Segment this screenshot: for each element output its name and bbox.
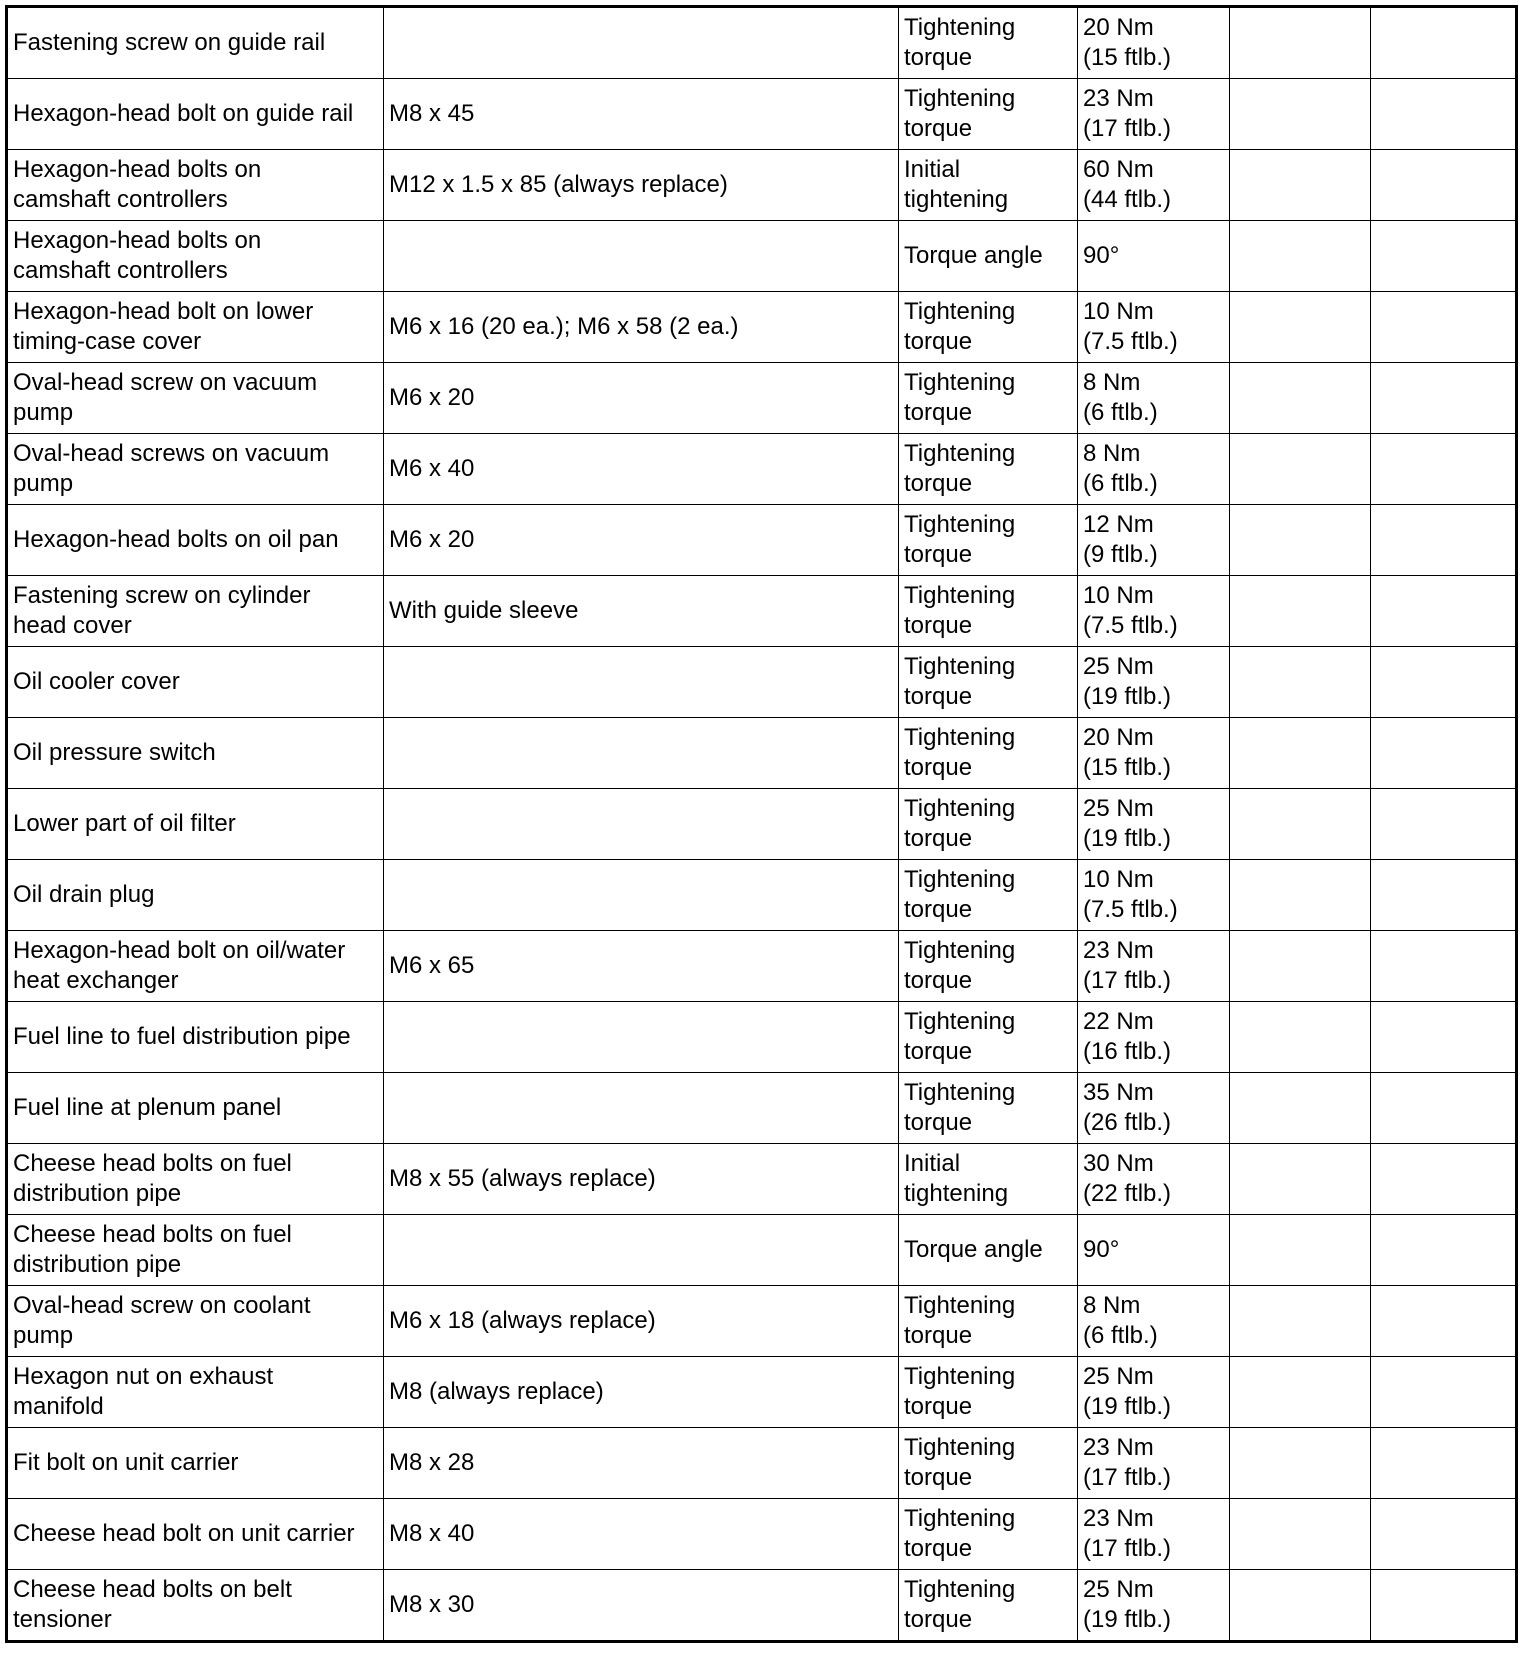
fastener-spec-cell (384, 221, 899, 292)
table-row (7, 150, 1517, 221)
blank-cell (1371, 1144, 1517, 1215)
blank-cell (1371, 718, 1517, 789)
blank-cell (1230, 150, 1371, 221)
blank-cell (1371, 789, 1517, 860)
blank-cell (1371, 931, 1517, 1002)
table-row (7, 363, 1517, 434)
blank-cell (1371, 860, 1517, 931)
fastener-spec-cell (384, 7, 899, 79)
blank-cell (1230, 1428, 1371, 1499)
torque-value-cell: 30 Nm (22 ftlb.) (1078, 1144, 1230, 1215)
component-cell: Oil pressure switch (7, 718, 384, 789)
component-cell: Lower part of oil filter (7, 789, 384, 860)
component-cell: Hexagon nut on exhaust manifold (7, 1357, 384, 1428)
table-row (7, 1357, 1517, 1428)
tightening-type-cell: Tightening torque (899, 1357, 1078, 1428)
table-row (7, 860, 1517, 931)
fastener-spec-cell (384, 647, 899, 718)
blank-cell (1230, 1499, 1371, 1570)
torque-value-cell: 22 Nm (16 ftlb.) (1078, 1002, 1230, 1073)
blank-cell (1371, 434, 1517, 505)
torque-value-cell: 25 Nm (19 ftlb.) (1078, 647, 1230, 718)
torque-value-cell: 10 Nm (7.5 ftlb.) (1078, 292, 1230, 363)
blank-cell (1230, 576, 1371, 647)
fastener-spec-cell (384, 1073, 899, 1144)
tightening-type-cell: Tightening torque (899, 1570, 1078, 1642)
blank-cell (1230, 505, 1371, 576)
blank-cell (1230, 79, 1371, 150)
blank-cell (1230, 292, 1371, 363)
blank-cell (1371, 1570, 1517, 1642)
tightening-type-cell: Initial tightening (899, 1144, 1078, 1215)
torque-value-cell: 8 Nm (6 ftlb.) (1078, 1286, 1230, 1357)
torque-value-cell: 90° (1078, 221, 1230, 292)
component-cell: Hexagon-head bolts on camshaft controllers (7, 221, 384, 292)
blank-cell (1371, 1428, 1517, 1499)
blank-cell (1230, 1144, 1371, 1215)
table-row (7, 79, 1517, 150)
tightening-type-cell: Tightening torque (899, 789, 1078, 860)
component-cell: Oval-head screws on vacuum pump (7, 434, 384, 505)
tightening-type-cell: Tightening torque (899, 576, 1078, 647)
torque-value-cell: 23 Nm (17 ftlb.) (1078, 1499, 1230, 1570)
blank-cell (1371, 1002, 1517, 1073)
blank-cell (1230, 363, 1371, 434)
blank-cell (1230, 647, 1371, 718)
tightening-type-cell: Tightening torque (899, 363, 1078, 434)
blank-cell (1230, 7, 1371, 79)
tightening-type-cell: Tightening torque (899, 434, 1078, 505)
tightening-type-cell: Tightening torque (899, 1073, 1078, 1144)
torque-value-cell: 25 Nm (19 ftlb.) (1078, 1357, 1230, 1428)
blank-cell (1371, 1286, 1517, 1357)
component-cell: Hexagon-head bolts on camshaft controllers (7, 150, 384, 221)
blank-cell (1230, 434, 1371, 505)
tightening-type-cell: Tightening torque (899, 292, 1078, 363)
blank-cell (1371, 647, 1517, 718)
fastener-spec-cell: M8 x 40 (384, 1499, 899, 1570)
component-cell: Oval-head screw on coolant pump (7, 1286, 384, 1357)
component-cell: Fuel line to fuel distribution pipe (7, 1002, 384, 1073)
fastener-spec-cell: M12 x 1.5 x 85 (always replace) (384, 150, 899, 221)
table-row (7, 789, 1517, 860)
fastener-spec-cell: M6 x 20 (384, 505, 899, 576)
tightening-type-cell: Tightening torque (899, 1499, 1078, 1570)
component-cell: Cheese head bolt on unit carrier (7, 1499, 384, 1570)
tightening-type-cell: Torque angle (899, 1215, 1078, 1286)
tightening-type-cell: Initial tightening (899, 150, 1078, 221)
table-body (7, 7, 1517, 1642)
table-row (7, 1073, 1517, 1144)
fastener-spec-cell (384, 860, 899, 931)
torque-value-cell: 20 Nm (15 ftlb.) (1078, 718, 1230, 789)
torque-value-cell: 10 Nm (7.5 ftlb.) (1078, 860, 1230, 931)
blank-cell (1371, 150, 1517, 221)
table-row (7, 1002, 1517, 1073)
table-row (7, 221, 1517, 292)
tightening-type-cell: Tightening torque (899, 647, 1078, 718)
blank-cell (1371, 1499, 1517, 1570)
torque-value-cell: 90° (1078, 1215, 1230, 1286)
component-cell: Oil cooler cover (7, 647, 384, 718)
fastener-spec-cell: M6 x 16 (20 ea.); M6 x 58 (2 ea.) (384, 292, 899, 363)
fastener-spec-cell: M6 x 40 (384, 434, 899, 505)
tightening-type-cell: Tightening torque (899, 931, 1078, 1002)
torque-value-cell: 25 Nm (19 ftlb.) (1078, 789, 1230, 860)
torque-value-cell: 60 Nm (44 ftlb.) (1078, 150, 1230, 221)
table-row (7, 434, 1517, 505)
blank-cell (1230, 1357, 1371, 1428)
blank-cell (1371, 505, 1517, 576)
component-cell: Cheese head bolts on fuel distribution pipe (7, 1215, 384, 1286)
blank-cell (1371, 1357, 1517, 1428)
component-cell: Cheese head bolts on fuel distribution pipe (7, 1144, 384, 1215)
table-row (7, 647, 1517, 718)
fastener-spec-cell (384, 718, 899, 789)
tightening-type-cell: Tightening torque (899, 1002, 1078, 1073)
tightening-type-cell: Tightening torque (899, 1286, 1078, 1357)
table-row (7, 1499, 1517, 1570)
table-row (7, 718, 1517, 789)
blank-cell (1371, 292, 1517, 363)
torque-spec-table (5, 5, 1518, 1643)
torque-value-cell: 12 Nm (9 ftlb.) (1078, 505, 1230, 576)
component-cell: Cheese head bolts on belt tensioner (7, 1570, 384, 1642)
table-row (7, 292, 1517, 363)
torque-value-cell: 10 Nm (7.5 ftlb.) (1078, 576, 1230, 647)
component-cell: Hexagon-head bolt on guide rail (7, 79, 384, 150)
tightening-type-cell: Tightening torque (899, 7, 1078, 79)
torque-value-cell: 23 Nm (17 ftlb.) (1078, 931, 1230, 1002)
blank-cell (1371, 576, 1517, 647)
fastener-spec-cell (384, 1215, 899, 1286)
fastener-spec-cell: M6 x 65 (384, 931, 899, 1002)
torque-value-cell: 23 Nm (17 ftlb.) (1078, 79, 1230, 150)
component-cell: Fit bolt on unit carrier (7, 1428, 384, 1499)
torque-value-cell: 35 Nm (26 ftlb.) (1078, 1073, 1230, 1144)
blank-cell (1230, 1073, 1371, 1144)
fastener-spec-cell: M8 x 28 (384, 1428, 899, 1499)
fastener-spec-cell: M6 x 18 (always replace) (384, 1286, 899, 1357)
blank-cell (1230, 1002, 1371, 1073)
table-row (7, 1215, 1517, 1286)
component-cell: Hexagon-head bolt on lower timing-case cover (7, 292, 384, 363)
blank-cell (1230, 789, 1371, 860)
blank-cell (1230, 860, 1371, 931)
blank-cell (1230, 718, 1371, 789)
torque-value-cell: 25 Nm (19 ftlb.) (1078, 1570, 1230, 1642)
tightening-type-cell: Tightening torque (899, 79, 1078, 150)
blank-cell (1230, 1286, 1371, 1357)
table-row (7, 931, 1517, 1002)
torque-spec-sheet (5, 5, 1518, 1643)
blank-cell (1371, 1073, 1517, 1144)
component-cell: Fastening screw on guide rail (7, 7, 384, 79)
fastener-spec-cell: M8 x 55 (always replace) (384, 1144, 899, 1215)
table-row (7, 7, 1517, 79)
blank-cell (1230, 221, 1371, 292)
table-row (7, 1144, 1517, 1215)
table-row (7, 1286, 1517, 1357)
table-row (7, 1428, 1517, 1499)
torque-value-cell: 8 Nm (6 ftlb.) (1078, 363, 1230, 434)
tightening-type-cell: Tightening torque (899, 860, 1078, 931)
blank-cell (1371, 79, 1517, 150)
fastener-spec-cell: M8 x 30 (384, 1570, 899, 1642)
fastener-spec-cell: M6 x 20 (384, 363, 899, 434)
blank-cell (1230, 1570, 1371, 1642)
tightening-type-cell: Tightening torque (899, 1428, 1078, 1499)
table-row (7, 505, 1517, 576)
fastener-spec-cell (384, 789, 899, 860)
torque-value-cell: 20 Nm (15 ftlb.) (1078, 7, 1230, 79)
component-cell: Oil drain plug (7, 860, 384, 931)
fastener-spec-cell (384, 1002, 899, 1073)
fastener-spec-cell: M8 x 45 (384, 79, 899, 150)
tightening-type-cell: Tightening torque (899, 505, 1078, 576)
blank-cell (1371, 221, 1517, 292)
component-cell: Hexagon-head bolts on oil pan (7, 505, 384, 576)
blank-cell (1371, 1215, 1517, 1286)
blank-cell (1371, 363, 1517, 434)
table-row (7, 576, 1517, 647)
torque-value-cell: 23 Nm (17 ftlb.) (1078, 1428, 1230, 1499)
component-cell: Fastening screw on cylinder head cover (7, 576, 384, 647)
blank-cell (1371, 7, 1517, 79)
fastener-spec-cell: With guide sleeve (384, 576, 899, 647)
component-cell: Oval-head screw on vacuum pump (7, 363, 384, 434)
torque-value-cell: 8 Nm (6 ftlb.) (1078, 434, 1230, 505)
table-row (7, 1570, 1517, 1642)
component-cell: Fuel line at plenum panel (7, 1073, 384, 1144)
blank-cell (1230, 931, 1371, 1002)
fastener-spec-cell: M8 (always replace) (384, 1357, 899, 1428)
blank-cell (1230, 1215, 1371, 1286)
tightening-type-cell: Torque angle (899, 221, 1078, 292)
component-cell: Hexagon-head bolt on oil/water heat exchanger (7, 931, 384, 1002)
tightening-type-cell: Tightening torque (899, 718, 1078, 789)
